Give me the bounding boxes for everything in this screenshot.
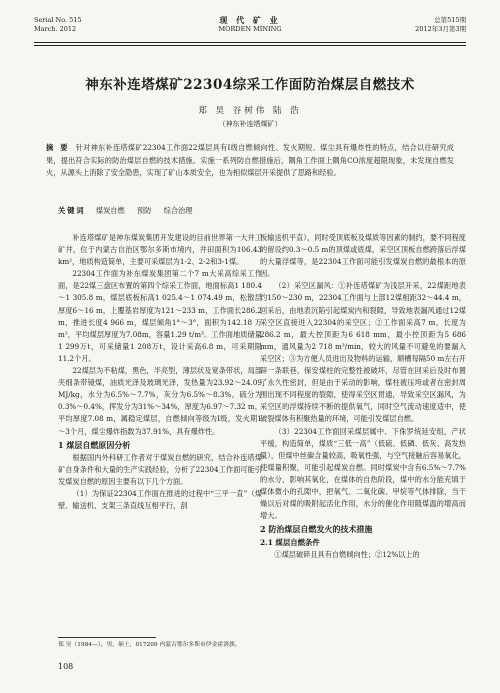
page-number: 108 (58, 662, 74, 671)
article-affiliation: （神东补连塔煤矿） (218, 120, 282, 128)
keyword: 煤炭自燃 (95, 206, 125, 215)
article-authors: 郑 昊 谷树伟 陆 浩 (198, 106, 302, 116)
header-right (415, 16, 466, 34)
body-column-right (260, 232, 466, 561)
abstract-label: 摘 要 (46, 143, 70, 152)
body-paragraph: 板输送机平直），同时受顶底板及煤质等因素的制约，要不同程度的留设约0.3～0.5 m的顶煤或底煤，采空区顶板自燃跨落后浮煤的大量浮煤等，是22304工作面可能引发煤炭自燃的最根本的原因。 (260, 233, 466, 279)
body-paragraph: （1）为保证22304工作面在推进的过程中“三平一直”（煤壁、输送机、支架三条直线互相平行，刮 (58, 488, 262, 510)
header-center (34, 16, 466, 34)
footnote-rule (58, 637, 156, 638)
article-title: 神东补连塔煤矿22304综采工作面防治煤层自燃技术 (85, 77, 415, 93)
keyword: 综合治理 (163, 206, 193, 215)
running-header (34, 16, 466, 42)
body-paragraph: 补连塔煤矿是神东煤炭集团开发建设的目前世界第一大井工矿井，位于内蒙古自治区鄂尔多斯市境内，井田面积为106.43 km²，地质构造简单，主要可采煤层为1-2、2-2和3-1煤。 (58, 233, 262, 267)
abstract-block (46, 142, 454, 180)
journal-name-en: MORDEN MINING (218, 25, 282, 33)
issue-total: 总第515期 (434, 16, 466, 24)
abstract-text: 针对神东补连塔煤矿22304工作面22煤层具有Ⅰ级自燃倾向性、发火期短、煤尘具有爆炸性的特点，结合以往研究成果，提出符合实际的防治煤层自燃的技术措施。实施一系列防自燃措施后，隅角工作面上隅角CO浓度超限现象，未发现自燃发火，从源头上消除了安全隐患，实现了矿山本质安全，也为相似煤层开采提供了思路和经验。 (46, 143, 454, 178)
body-column-left (58, 232, 262, 512)
header-rule (34, 42, 466, 46)
body-paragraph: 22304工作面为补东煤炭集团第二个7 m大采高综采工作面，是22煤三盘区布置的第四个综采工作面，地面标高1 180.4～1 305.8 m，煤层底板标高1 025.4～1 074.49 m，松散层厚度6～16 m，上覆基岩厚度为121～233 m，工作面长286.2 m，推进长度4 966 m，煤层倾角1°～3°，面积为142.18 万m²，平均煤层厚度为7.08m，容量1.29 t/m³。工作面地质储量1 299万t，可采储量1 208万t，设计采高6.8 m，可采期限11.2个月。 (58, 269, 262, 363)
subsection-heading: 2.1 煤层自燃条件 (260, 538, 320, 548)
keyword: 预防 (136, 206, 152, 215)
keywords-label: 关键词 (58, 206, 86, 215)
serial-number: Serial No. 515 (34, 16, 82, 24)
journal-name-cn: 现 代 矿 业 (219, 15, 281, 25)
issue-date-en: March. 2012 (34, 25, 77, 33)
body-paragraph: （3）22304工作面回采煤层属中、下侏罗统延安组，产状平缓，构造简单，煤质“三低一高”（低硫、低磷、低灰、高发热量），但煤中丝碳含量较高，吸氧性强，与空气接触后容易氧化，使煤量积聚，可能引起煤炭自燃。同时煤炭中含有6.5%～7.7%的水分，影响其氧化，在煤体的自热阶段，煤中的水分能充填于煤体微小的孔隙中，把氧气、二氧化碳、甲烷等气体排除，当干燥以后对煤的吸附起活化作用，水分的催化作用随煤温的增高而增大。 (260, 426, 466, 521)
keywords-block (58, 206, 454, 216)
section-heading: 2 防治煤层自燃发火的技术措施 (260, 524, 373, 535)
body-paragraph: （2）采空区漏风：①补连塔煤矿为浅层开采，22煤距地表约150～230 m，22304工作面与上部12煤相距32～44.4 m，回采后，由地表沉陷引起煤炭内和裂隙，导致地表漏风通过12煤采空区直接进入22304的采空区；②工作面采高7 m，长度为286.2 m，最大控顶距为6 618 mm，最小控顶距为5 686 mm，通风量为2 718 m³/min，较大的风量不可避免的要漏入采空区；③为方便人员进出及物料的运输，顺槽每隔50 m左右开辟一条联巷，保安煤柱的完整性被破坏，尽管在回采后及时布置了永久性密封，但是由于采动的影响，煤柱被压垮或者在密封周围出现不同程度的裂隙，使得采空区贯通，导致采空区漏风，为采空区的浮煤持续不断的提供氧气，同时空气流动速度适中，使破裂煤体有积聚热量的环境，可能引发煤层自燃。 (260, 281, 466, 424)
body-paragraph: ①煤层破碎且具有自燃倾向性；②12%以上的 (274, 550, 420, 560)
issue-date-cn: 2012年3月第3期 (415, 25, 466, 33)
body-paragraph: 根据国内外科研工作者对于煤炭自燃的研究，结合补连塔煤矿自身条件和大量的生产实践经验，分析了22304工作面可能引发煤炭自燃的原因主要有以下几个方面。 (58, 452, 262, 486)
author-footnote: 郑 昊（1984—），男，硕士，017209 内蒙古鄂尔多斯市伊金霍洛旗。 (58, 642, 241, 648)
section-heading: 1 煤层自燃原因分析 (58, 439, 131, 450)
body-paragraph: 22煤层为不粘煤，黑色，半亮型，薄层状及宽条带状，局部夹细条带镜煤，油质光泽及玻璃光泽，发热量为23.92～24.09 MJ/kg，水分为6.5%～7.7%，灰分为6.5%～8.3%，硫分为0.3%～0.4%，挥发分为31%～34%，厚度为6.97～7.32 m，平均厚度7.08 m，属稳定煤层，自燃倾向等级为Ⅰ级，发火期1～3个月，煤尘爆炸指数为37.91%，具有爆炸性。 (58, 366, 262, 436)
